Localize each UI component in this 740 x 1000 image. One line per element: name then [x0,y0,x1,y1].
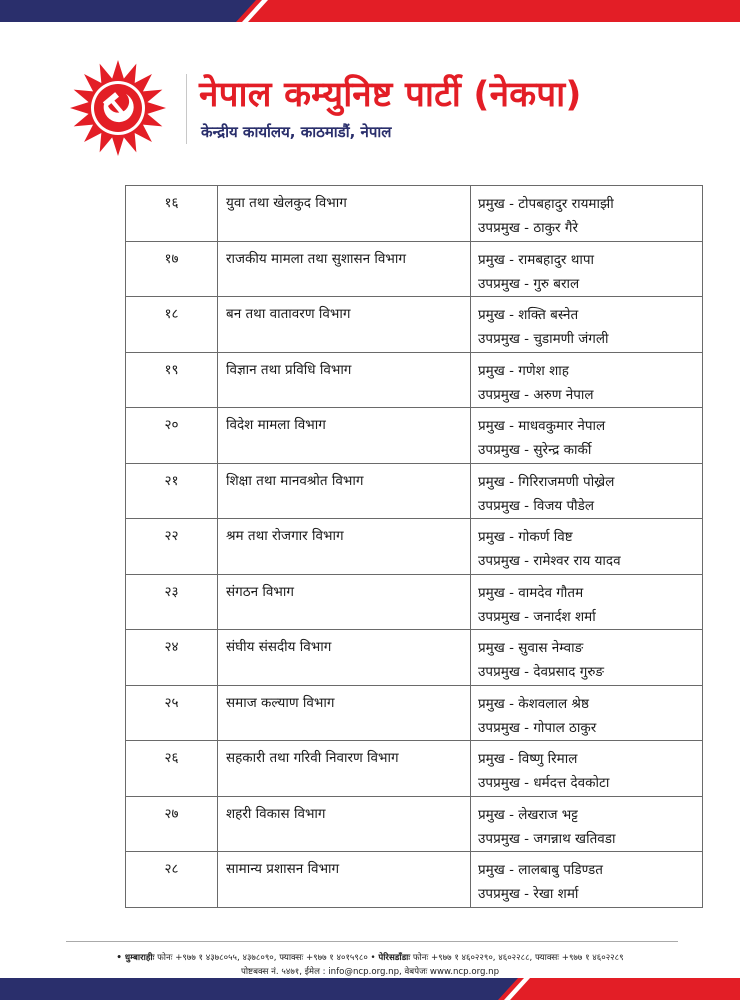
table-row [126,852,703,908]
department-name: संगठन विभाग [218,574,471,630]
department-officials [471,574,703,630]
department-officials [471,408,703,464]
department-deputy: उपप्रमुख - रामेश्वर राय यादव [478,553,621,569]
department-head: प्रमुख - शक्ति बस्नेत [478,307,579,323]
department-number: २७ [126,796,218,852]
department-officials [471,463,703,519]
table-row [126,408,703,464]
department-number: १६ [126,186,218,242]
table-row [126,685,703,741]
department-deputy: उपप्रमुख - रेखा शर्मा [478,886,579,902]
department-head: प्रमुख - गणेश शाह [478,362,569,379]
footer-contact-line [0,951,740,963]
department-deputy: उपप्रमुख - विजय पौडेल [478,497,594,514]
department-officials [471,852,703,908]
table-row [126,186,703,242]
party-emblem-icon [68,58,168,158]
department-number: २० [126,408,218,464]
footer-postal-line: पोष्टबक्स नं. ५४७१, ईमेल : info@ncp.org.np, वेबपेजः www.ncp.org.np [240,967,500,977]
department-deputy: उपप्रमुख - धर्मदत्त देवकोटा [478,775,610,791]
department-officials [471,519,703,575]
department-head: प्रमुख - रामबहादुर थापा [478,251,594,268]
table-row [126,741,703,797]
department-head: प्रमुख - वामदेव गौतम [478,584,584,601]
department-name: विदेश मामला विभाग [218,408,471,464]
table-row [126,463,703,519]
parisdanda-contact: फोनः +९७७ १ ४६०२२९०, ४६०२२८८, फ्याक्सः +९७७ १ ४६०२२८९ [412,953,624,963]
department-name: शहरी विकास विभाग [218,796,471,852]
department-name: सहकारी तथा गरिवी निवारण विभाग [218,741,471,797]
department-table [125,185,703,908]
department-deputy: उपप्रमुख - सुरेन्द्र कार्की [478,442,592,458]
department-name: राजकीय मामला तथा सुशासन विभाग [218,241,471,297]
department-number: १९ [126,352,218,408]
department-name: बन तथा वातावरण विभाग [218,297,471,353]
department-deputy: उपप्रमुख - गोपाल ठाकुर [478,719,597,736]
department-officials [471,241,703,297]
department-head: प्रमुख - केशवलाल श्रेष्ठ [478,695,589,712]
header-divider [186,74,187,144]
department-head: प्रमुख - टोपबहादुर रायमाझी [478,196,614,212]
department-deputy: उपप्रमुख - गुरु बराल [478,275,580,292]
table-row [126,630,703,686]
office-subtitle: केन्द्रीय कार्यालय, काठमाडौं, नेपाल [201,123,392,141]
department-head: प्रमुख - गोकर्ण विष्ट [478,529,573,545]
department-deputy: उपप्रमुख - जनार्दश शर्मा [478,608,596,625]
department-number: २१ [126,463,218,519]
department-deputy: उपप्रमुख - चुडामणी जंगली [478,331,609,347]
party-title: नेपाल कम्युनिष्ट पार्टी (नेकपा) [199,75,582,115]
department-number: २६ [126,741,218,797]
dhumbarahi-contact: फोनः +९७७ १ ४३७८०५५, ४३७८०९०, फ्याक्सः +९७७ १ ४०१५९८० • [157,953,376,963]
department-name: युवा तथा खेलकुद विभाग [218,186,471,242]
department-officials [471,685,703,741]
dhumbarahi-label: • धुम्बाराहीः [116,953,155,963]
department-number: २४ [126,630,218,686]
department-officials [471,796,703,852]
department-name: विज्ञान तथा प्रविधि विभाग [218,352,471,408]
department-deputy: उपप्रमुख - अरुण नेपाल [478,386,594,403]
table-row [126,297,703,353]
department-head: प्रमुख - लेखराज भट्ट [478,806,578,823]
department-name: समाज कल्याण विभाग [218,685,471,741]
parisdanda-label: पेरिसडाँडाः [378,953,411,963]
table-row [126,796,703,852]
bottom-color-stripe [0,978,740,1000]
department-name: संघीय संसदीय विभाग [218,630,471,686]
department-officials [471,741,703,797]
department-head: प्रमुख - गिरिराजमणी पोख्रेल [478,473,615,490]
department-number: २२ [126,519,218,575]
department-number: १८ [126,297,218,353]
department-number: २३ [126,574,218,630]
department-number: २५ [126,685,218,741]
department-deputy: उपप्रमुख - देवप्रसाद गुरुङ [478,664,605,680]
footer-divider [66,941,678,942]
department-deputy: उपप्रमुख - जगन्नाथ खतिवडा [478,830,616,847]
table-row [126,241,703,297]
department-officials [471,297,703,353]
department-name: सामान्य प्रशासन विभाग [218,852,471,908]
department-head: प्रमुख - माधवकुमार नेपाल [478,418,606,434]
department-head: प्रमुख - विष्णु रिमाल [478,751,578,767]
department-name: श्रम तथा रोजगार विभाग [218,519,471,575]
table-row [126,519,703,575]
department-officials [471,630,703,686]
department-officials [471,352,703,408]
department-number: २८ [126,852,218,908]
department-deputy: उपप्रमुख - ठाकुर गैरे [478,220,578,236]
top-color-stripe [0,0,740,22]
department-number: १७ [126,241,218,297]
department-head: प्रमुख - लालबाबु पडिण्डत [478,862,603,878]
table-row [126,574,703,630]
table-row [126,352,703,408]
department-head: प्रमुख - सुवास नेम्वाङ [478,640,584,656]
department-name: शिक्षा तथा मानवश्रोत विभाग [218,463,471,519]
department-officials [471,186,703,242]
